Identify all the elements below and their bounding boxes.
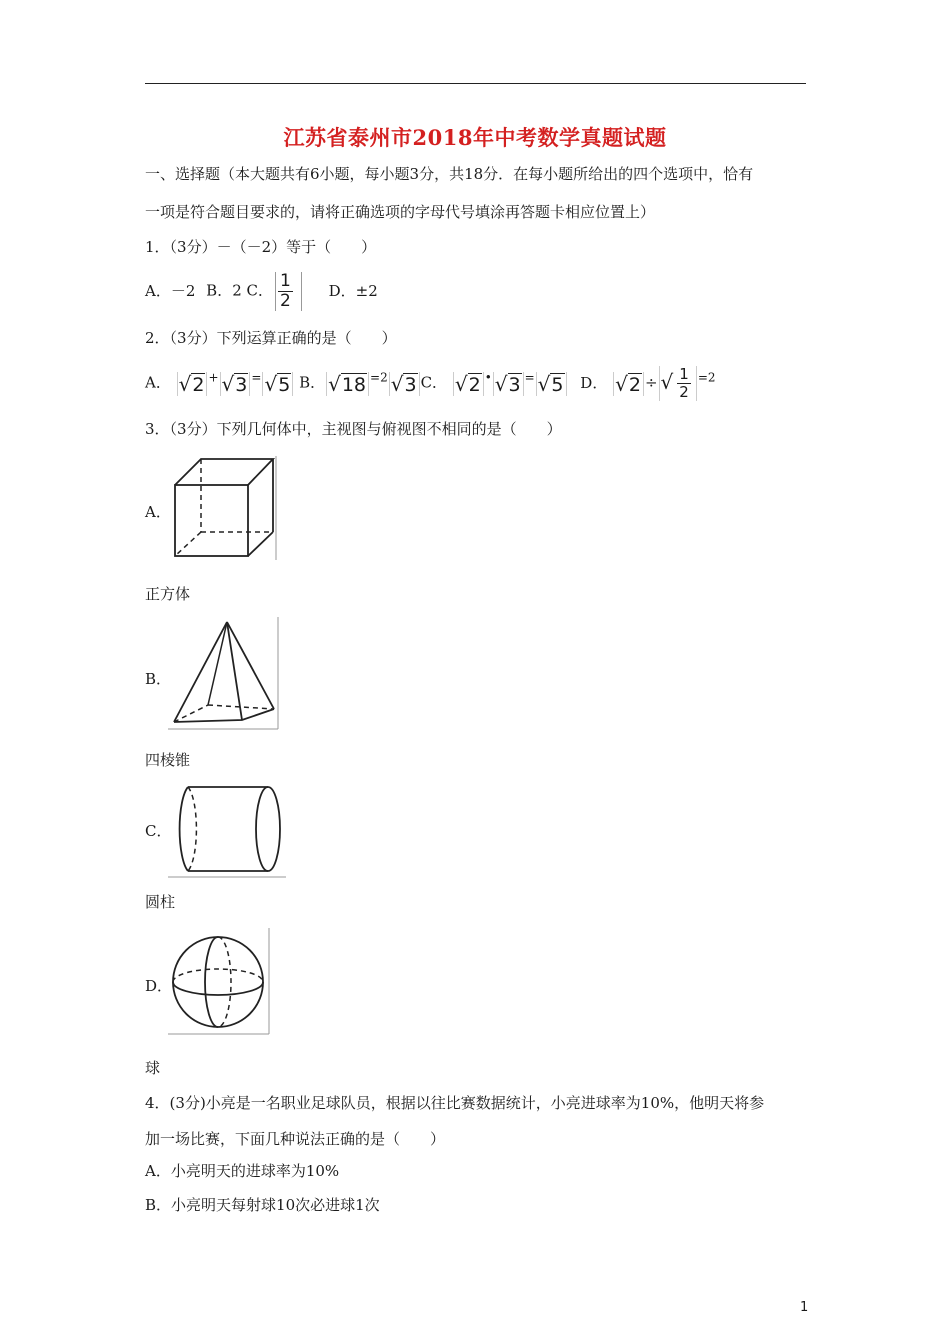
q3-option-c-caption: 圆柱 bbox=[145, 893, 176, 911]
cylinder-figure bbox=[168, 781, 288, 879]
equals-2: =2 bbox=[370, 370, 388, 385]
q4-stem-line-2: 加一场比赛，下面几种说法正确的是（ ） bbox=[145, 1130, 446, 1148]
sqrt-5: √5 bbox=[536, 372, 567, 396]
q3-option-d-caption: 球 bbox=[145, 1059, 161, 1077]
q4-stem-line-1: 4．(3分)小亮是一名职业足球队员，根据以往比赛数据统计，小亮进球率为10%，他明天将参 bbox=[145, 1094, 765, 1112]
q2-option-b-label: B． bbox=[299, 373, 326, 392]
q1-options bbox=[145, 272, 384, 311]
fraction-numerator: 1 bbox=[280, 271, 291, 291]
pyramid-figure bbox=[168, 617, 280, 731]
sqrt-18: √18 bbox=[326, 372, 369, 396]
header-rule bbox=[145, 83, 806, 84]
q3-stem: 3．（3分）下列几何体中，主视图与俯视图不相同的是（ ） bbox=[145, 420, 562, 438]
q3-option-c-label: C． bbox=[145, 822, 172, 840]
cube-figure bbox=[168, 456, 278, 560]
sqrt-2: √2 bbox=[453, 372, 484, 396]
q3-option-b-label: B． bbox=[145, 670, 172, 688]
equals-2: =2 bbox=[697, 370, 716, 385]
equals-sign: = bbox=[524, 370, 535, 385]
q3-option-b-caption: 四棱锥 bbox=[145, 751, 191, 769]
section-intro-line-1: 一、选择题（本大题共有6小题，每小题3分，共18分．在每小题所给出的四个选项中，恰有 bbox=[145, 165, 754, 183]
q1-option-a: A．－2 bbox=[145, 281, 196, 300]
q3-option-d-label: D． bbox=[145, 977, 173, 995]
q2-option-c-label: C． bbox=[420, 373, 448, 392]
q2-option-a-label: A． bbox=[145, 373, 171, 392]
q2-options bbox=[145, 366, 716, 401]
q3-option-a-caption: 正方体 bbox=[145, 585, 191, 603]
multiply-dot: • bbox=[484, 370, 492, 385]
sqrt-5: √5 bbox=[262, 372, 293, 396]
equals-sign: = bbox=[251, 370, 262, 385]
q1-option-c-fraction bbox=[275, 272, 302, 311]
fraction-denominator: 2 bbox=[280, 291, 291, 311]
sphere-figure bbox=[168, 928, 272, 1036]
page-title: 江苏省泰州市2018年中考数学真题试题 bbox=[283, 125, 667, 150]
sqrt-3: √3 bbox=[493, 372, 524, 396]
fraction-numerator: 1 bbox=[679, 365, 689, 383]
q1-option-c-label: C． bbox=[246, 281, 274, 300]
sqrt-3: √3 bbox=[389, 372, 420, 396]
q4-option-b: B．小亮明天每射球10次必进球1次 bbox=[145, 1196, 380, 1214]
page-number: 1 bbox=[800, 1300, 809, 1315]
q4-option-a: A．小亮明天的进球率为10% bbox=[145, 1162, 340, 1180]
q1-stem: 1．（3分）－（－2）等于（ ） bbox=[145, 238, 377, 256]
sqrt-2: √2 bbox=[613, 372, 644, 396]
q1-option-b: B．2 bbox=[206, 281, 242, 300]
q3-option-a-label: A． bbox=[145, 503, 171, 521]
section-intro-line-2: 一项是符合题目要求的，请将正确选项的字母代号填涂再答题卡相应位置上） bbox=[145, 203, 656, 221]
fraction-denominator: 2 bbox=[679, 383, 689, 401]
divide-sign: ÷ bbox=[644, 373, 658, 392]
q2-stem: 2．（3分）下列运算正确的是（ ） bbox=[145, 329, 397, 347]
plus-sign: + bbox=[208, 370, 219, 385]
sqrt-3: √3 bbox=[220, 372, 251, 396]
q1-option-d: D．±2 bbox=[328, 281, 378, 300]
sqrt-one-half: √ $\frac{1}{2}$ bbox=[659, 366, 697, 401]
q2-option-d-label: D． bbox=[580, 373, 608, 392]
sqrt-2: √2 bbox=[177, 372, 208, 396]
